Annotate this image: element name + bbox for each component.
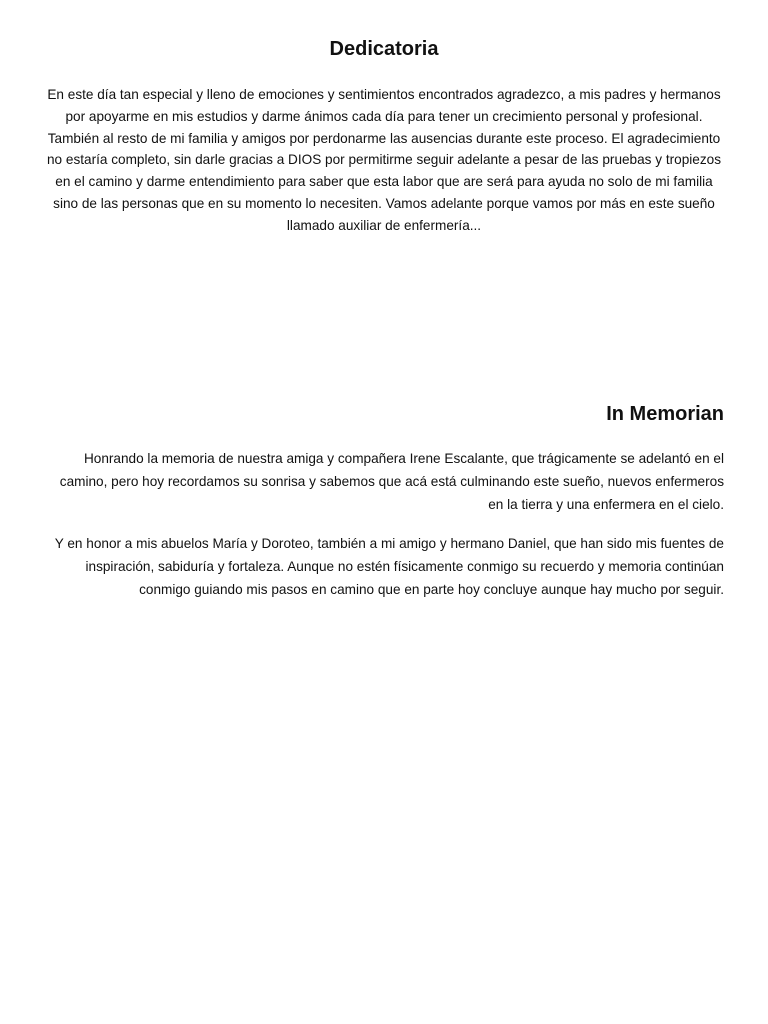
in-memorian-section xyxy=(44,401,724,601)
dedication-paragraph: En este día tan especial y lleno de emociones y sentimientos encontrados agradezco, a mis padres y hermanos por apoyarme en mis estudios y darme ánimos cada día para tener un crecimiento personal y profesional. También al resto de mi familia y amigos por perdonarme las ausencias durante este proceso. El agradecimiento no estaría completo, sin darle gracias a DIOS por permitirme seguir adelante a pesar de las pruebas y tropiezos en el camino y darme entendimiento para saber que esta labor que are será para ayuda no solo de mi familia sino de las personas que en su momento lo necesiten. Vamos adelante porque vamos por más en este sueño llamado auxiliar de enfermería... xyxy=(47,87,721,233)
dedication-title: Dedicatoria xyxy=(329,38,439,60)
memorian-paragraph-abuelos: Y en honor a mis abuelos María y Doroteo, también a mi amigo y hermano Daniel, que han sido mis fuentes de inspiración, sabiduría y fortaleza. Aunque no estén físicamente conmigo su recuerdo y memoria continúan conmigo guiando mis pasos en camino que en parte hoy concluye aunque hay mucho por seguir. xyxy=(54,536,724,597)
memorian-paragraph-irene: Honrando la memoria de nuestra amiga y compañera Irene Escalante, que trágicamente se adelantó en el camino, pero hoy recordamos su sonrisa y sabemos que acá está culminando este sueño, nuevos enfermeros en la tierra y una enfermera en el cielo. xyxy=(59,451,724,512)
dedication-section xyxy=(44,36,724,237)
in-memorian-title: In Memorian xyxy=(606,403,724,425)
